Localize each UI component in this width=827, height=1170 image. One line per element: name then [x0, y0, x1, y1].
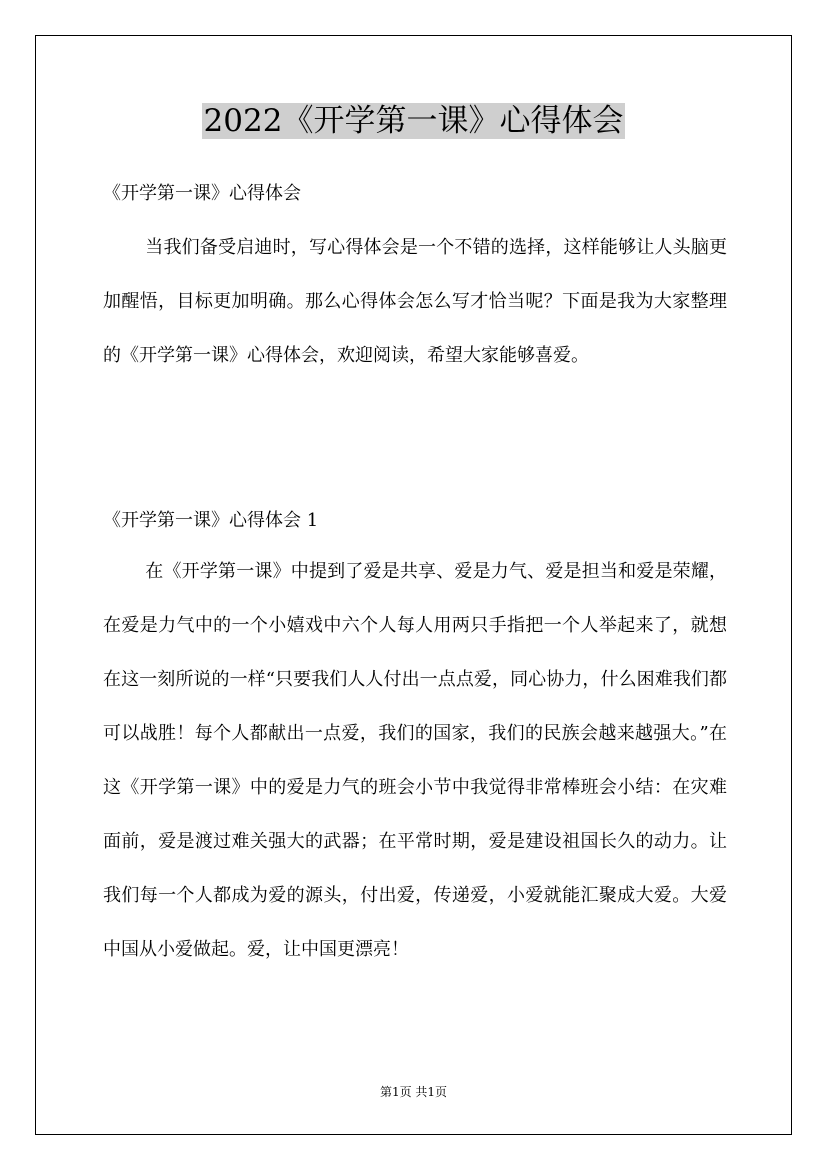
page-footer: 第1页 共1页 — [379, 1085, 448, 1099]
document-title-text: 2022《开学第一课》心得体会 — [203, 103, 624, 139]
section1-paragraph: 在《开学第一课》中提到了爱是共享、爱是力气、爱是担当和爱是荣耀，在爱是力气中的一个小嬉戏中六个人每人用两只手指把一个人举起来了，就想在这一刻所说的一样“只要我们人人付出一点点爱，同心协力，什么困难我们都可以战胜！每个人都献出一点爱，我们的国家，我们的民族会越来越强大。”在这《开学第一课》中的爱是力气的班会小节中我觉得非常棒班会小结：在灾难面前，爱是渡过难关强大的武器；在平常时期，爱是建设祖国长久的动力。让我们每一个人都成为爱的源头，付出爱，传递爱，小爱就能汇聚成大爱。大爱中国从小爱做起。爱，让中国更漂亮！ — [103, 561, 727, 960]
intro-paragraph: 当我们备受启迪时，写心得体会是一个不错的选择，这样能够让人头脑更加醒悟，目标更加明确。那么心得体会怎么写才恰当呢？下面是我为大家整理的《开学第一课》心得体会，欢迎阅读，希望大家能够喜爱。 — [103, 237, 727, 366]
document-title — [0, 99, 827, 143]
section1-heading: 《开学第一课》心得体会 1 — [103, 510, 319, 531]
intro-heading: 《开学第一课》心得体会 — [103, 183, 301, 204]
